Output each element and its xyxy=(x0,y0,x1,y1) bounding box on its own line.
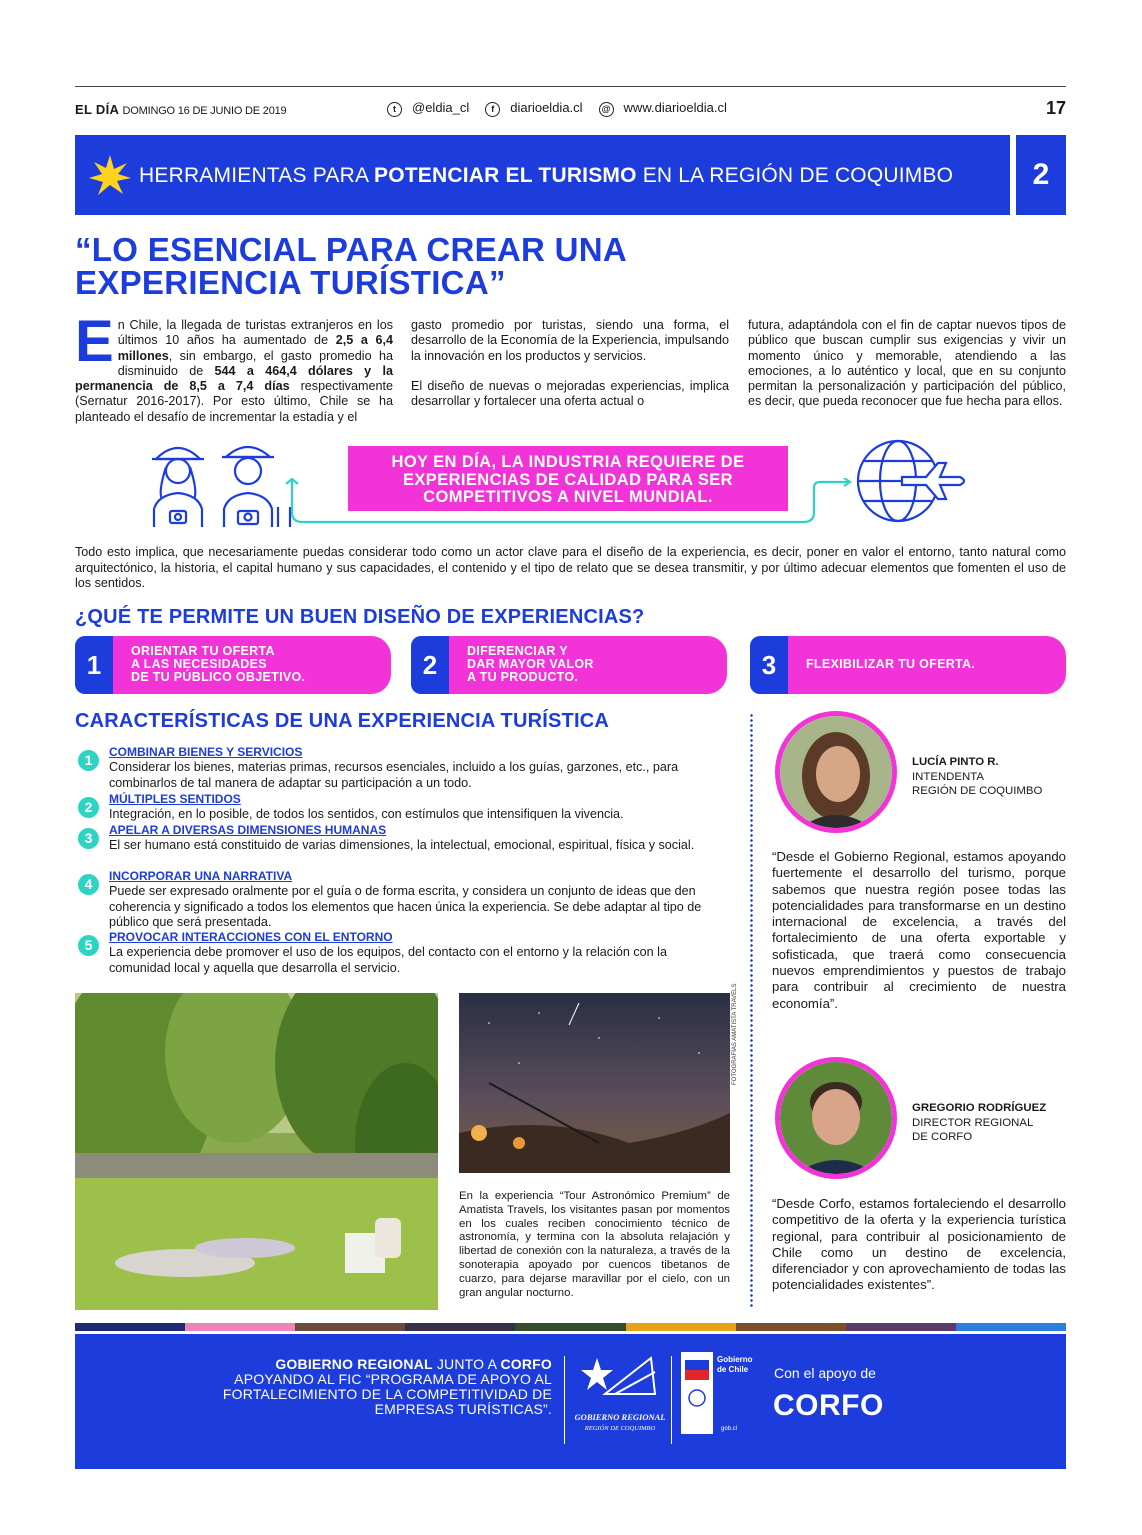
footer-text: GOBIERNO REGIONAL JUNTO A CORFO APOYANDO AL FIC “PROGRAMA DE APOYO AL FORTALECIMIENTO DE LA COMPETITIVIDAD DE EMPRESAS TURÍSTICAS”. xyxy=(222,1356,552,1417)
person-name: GREGORIO RODRÍGUEZ xyxy=(912,1102,1047,1114)
support-label: Con el apoyo de xyxy=(774,1365,876,1381)
svg-text:Gobierno: Gobierno xyxy=(717,1355,753,1364)
item-number: 3 xyxy=(78,828,99,849)
item-number: 2 xyxy=(78,797,99,818)
garden-photo xyxy=(75,993,438,1310)
dotted-divider xyxy=(750,713,753,1308)
item-number: 4 xyxy=(78,874,99,895)
item-number: 5 xyxy=(78,935,99,956)
color-stripe xyxy=(75,1323,1066,1331)
web-link[interactable]: @ www.diarioeldia.cl xyxy=(599,100,727,117)
item-title: MÚLTIPLES SENTIDOS xyxy=(109,792,241,806)
headline: “LO ESENCIAL PARA CREAR UNA EXPERIENCIA TURÍSTICA” xyxy=(75,231,626,301)
callout-box: HOY EN DÍA, LA INDUSTRIA REQUIERE DE EXPERIENCIAS DE CALIDAD PARA SER COMPETITIVOS A NIVEL MUNDIAL. xyxy=(345,443,791,514)
issue-date: DOMINGO 16 DE JUNIO DE 2019 xyxy=(122,105,287,117)
web-icon: @ xyxy=(599,102,614,117)
list-item xyxy=(75,930,730,976)
corfo-logo: CORFO xyxy=(773,1389,884,1422)
item-text: Integración, en lo posible, de todos los sentidos, con estímulos que intensifiquen la vivencia. xyxy=(109,807,624,822)
divider xyxy=(564,1356,565,1444)
item-text: El ser humano está constituido de varias dimensiones, la intelectual, emocional, espiritual, física y social. xyxy=(109,838,695,853)
photo-credit: FOTOGRAFÍAS AMATISTA TRAVELS xyxy=(732,983,738,1085)
stripe-segment xyxy=(295,1323,405,1331)
stripe-segment xyxy=(185,1323,295,1331)
section-number: 2 xyxy=(1016,135,1066,215)
list-item xyxy=(75,869,730,930)
person-role: INTENDENTA REGIÓN DE COQUIMBO xyxy=(912,771,1043,797)
intro-col-2: gasto promedio por turistas, siendo una forma, el desarrollo de la Economía de la Experiencia, impulsando la innovación en los productos y servicios. El diseño de nuevas o mejoradas experiencias, implica desarrollar y fortalecer una oferta actual o xyxy=(411,318,729,409)
svg-text:de Chile: de Chile xyxy=(717,1365,749,1374)
facebook-link[interactable]: f diarioeldia.cl xyxy=(485,100,582,117)
benefit-number: 2 xyxy=(411,636,449,694)
facebook-icon: f xyxy=(485,102,500,117)
body-paragraph: Todo esto implica, que necesariamente puedas considerar todo como un actor clave para el diseño de la experiencia, es decir, poner en valor el entorno, tanto natural como arquitectónico, la historia, el capital humano y sus capacidades, el contenido y el tipo de relato que se desea transmitir, y por último adecuar elementos que fomenten el uso de los sentidos. xyxy=(75,545,1066,590)
svg-text:REGIÓN DE COQUIMBO: REGIÓN DE COQUIMBO xyxy=(584,1425,656,1432)
stripe-segment xyxy=(515,1323,625,1331)
item-title: INCORPORAR UNA NARRATIVA xyxy=(109,869,293,883)
top-rule xyxy=(75,86,1066,87)
twitter-link[interactable]: t @eldia_cl xyxy=(387,100,469,117)
page-number: 17 xyxy=(1045,98,1066,118)
person-quote: “Desde Corfo, estamos fortaleciendo el desarrollo competitivo de la oferta y la experiencia turística regional, para contribuir al posicionamiento de Chile como un destino de excelencia, diferenciador y con aprovechamiento de todas las potencialidades existentes”. xyxy=(772,1196,1066,1293)
sun-icon xyxy=(89,155,131,197)
stripe-segment xyxy=(736,1323,846,1331)
drop-cap: E xyxy=(75,309,114,374)
item-title: PROVOCAR INTERACCIONES CON EL ENTORNO xyxy=(109,930,393,944)
intro-col-1: En Chile, la llegada de turistas extranjeros en los últimos 10 años ha aumentado de 2,5 a 6,4 millones, sin embargo, el gasto promedio ha disminuido de 544 a 464,4 dólares y la permanencia de 8,5 a 7,4 días respectivamente (Sernatur 2016-2017). Por esto último, Chile se ha planteado el desafío de incrementar la estadía y el xyxy=(75,309,393,424)
tourists-icon xyxy=(148,437,293,527)
benefit-label: FLEXIBILIZAR TU OFERTA. xyxy=(788,636,1066,694)
gobierno-regional-logo xyxy=(575,1354,665,1442)
gobierno-chile-logo xyxy=(681,1352,759,1434)
night-sky-photo xyxy=(459,993,730,1173)
avatar xyxy=(775,1057,897,1179)
item-text: La experiencia debe promover el uso de los equipos, del contacto con el entorno y la relación con la comunidad local y aquella que desarrolla el servicio. xyxy=(109,945,667,975)
brand-name: EL DÍA xyxy=(75,102,120,117)
benefit-number: 1 xyxy=(75,636,113,694)
divider xyxy=(671,1356,672,1444)
item-text: Puede ser expresado oralmente por el guía o de forma escrita, y considera un conjunto de ideas que den coherencia y significado a todos los elementos que hacen única la experiencia. Se debe adaptar al tipo de público que será presentada. xyxy=(109,884,702,929)
list-item xyxy=(75,745,730,792)
intro-col-3: futura, adaptándola con el fin de captar nuevos tipos de público que buscan cumplir sus exigencias y vivir un momento único y memorable, atendiendo a las emociones, a lo auténtico y local, que en su conjunto permitan la personalización y participación del público, es decir, que pueda reconocer que fue hecha para ellos. xyxy=(748,318,1066,409)
person-name: LUCÍA PINTO R. xyxy=(912,756,999,768)
benefit-number: 3 xyxy=(750,636,788,694)
sponsor-footer xyxy=(75,1334,1066,1469)
svg-text:GOBIERNO REGIONAL: GOBIERNO REGIONAL xyxy=(575,1412,665,1422)
list-item xyxy=(75,823,730,869)
item-title: COMBINAR BIENES Y SERVICIOS xyxy=(109,745,303,759)
benefits-heading: ¿QUÉ TE PERMITE UN BUEN DISEÑO DE EXPERIENCIAS? xyxy=(75,606,645,628)
benefit-label: DIFERENCIAR Y DAR MAYOR VALOR A TU PRODUCTO. xyxy=(449,636,727,694)
svg-text:gob.cl: gob.cl xyxy=(721,1426,738,1432)
item-number: 1 xyxy=(78,750,99,771)
banner-title: HERRAMIENTAS PARA POTENCIAR EL TURISMO EN LA REGIÓN DE COQUIMBO xyxy=(139,164,954,187)
characteristics-list xyxy=(75,745,730,976)
person-quote: “Desde el Gobierno Regional, estamos apoyando fuertemente el desarrollo del turismo, porque sabemos que nuestra región posee todas las potencialidades para transformarse en un destino internacional de excelencia, a través del fortalecimiento de una oferta exportable y sofisticada, que traerá como consecuencia nuevos emprendimientos y puestos de trabajo para contribuir al crecimiento de nuestra economía”. xyxy=(772,849,1066,1011)
stripe-segment xyxy=(75,1323,185,1331)
section-banner xyxy=(75,135,1010,215)
stripe-segment xyxy=(956,1323,1066,1331)
list-item xyxy=(75,792,730,823)
benefit-label: ORIENTAR TU OFERTA A LAS NECESIDADES DE TU PÚBLICO OBJETIVO. xyxy=(113,636,391,694)
page-header xyxy=(75,100,1066,122)
person-role: DIRECTOR REGIONAL DE CORFO xyxy=(912,1117,1034,1143)
globe-plane-icon xyxy=(856,437,971,527)
stripe-segment xyxy=(846,1323,956,1331)
item-text: Considerar los bienes, materias primas, recursos esenciales, incluido a los guías, garzones, etc., para combinarlos de tal manera de adaptar su participación a un todo. xyxy=(109,760,679,790)
stripe-segment xyxy=(405,1323,515,1331)
social-links xyxy=(387,100,727,117)
twitter-icon: t xyxy=(387,102,402,117)
stripe-segment xyxy=(626,1323,736,1331)
avatar xyxy=(775,711,897,833)
masthead xyxy=(75,102,286,117)
item-title: APELAR A DIVERSAS DIMENSIONES HUMANAS xyxy=(109,823,387,837)
photo-caption: En la experiencia “Tour Astronómico Premium” de Amatista Travels, los visitantes pasan por momentos en los cuales reciben conocimiento técnico de astronomía, y termina con la absoluta relajación y libertad de conexión con la naturaleza, a través de la sonoterapia apoyado por cuencos tibetanos de cuarzo, para dejarse maravillar por el cielo, con un gran angular nocturno. xyxy=(459,1190,730,1299)
characteristics-heading: CARACTERÍSTICAS DE UNA EXPERIENCIA TURÍSTICA xyxy=(75,710,610,732)
